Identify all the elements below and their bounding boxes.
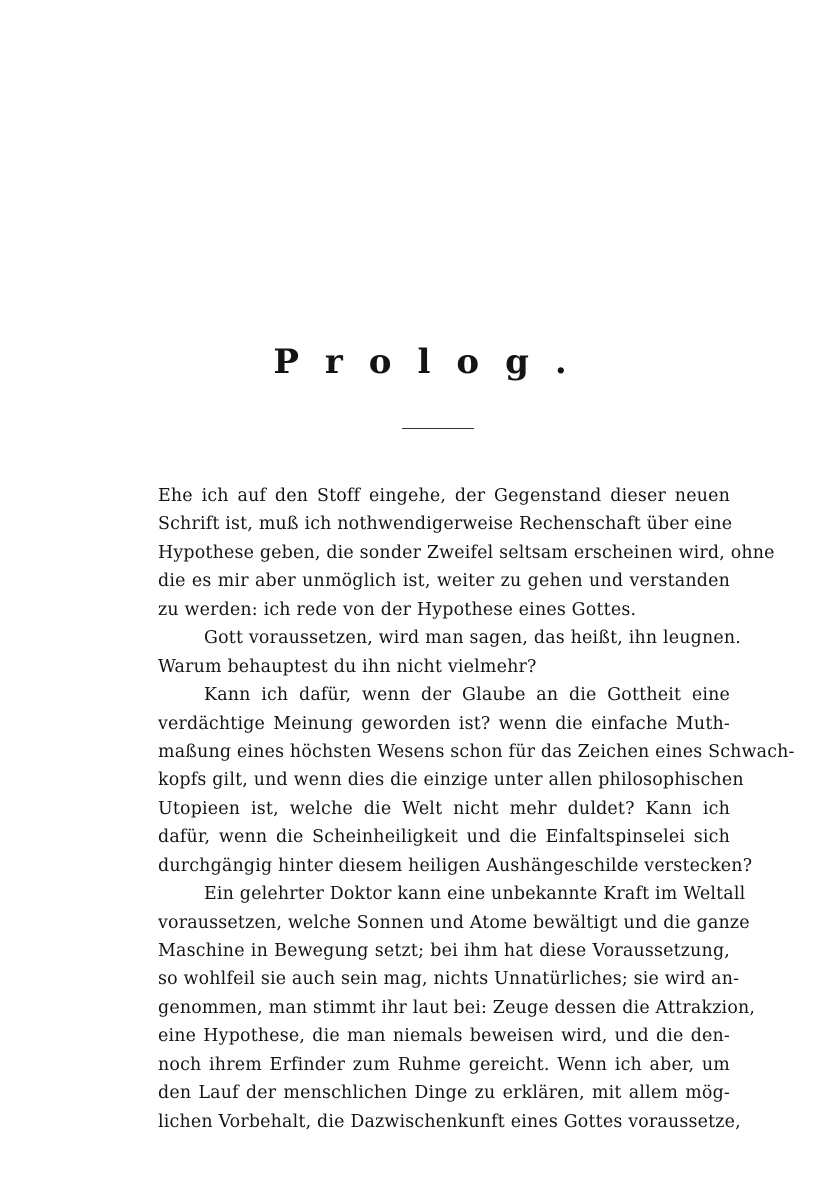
paragraph: [158, 624, 742, 681]
text-line: Hypothese geben, die sonder Zweifel seltsam erscheinen wird, ohne: [158, 542, 775, 563]
text-line: die es mir aber unmöglich ist, weiter zu gehen und verstanden: [158, 571, 730, 592]
text-line: Warum behauptest du ihn nicht vielmehr?: [158, 656, 537, 677]
text-line: so wohlfeil sie auch sein mag, nichts Unnatürliches; sie wird an-: [158, 969, 740, 990]
text-line: lichen Vorbehalt, die Dazwischenkunft eines Gottes voraussetze,: [158, 1111, 741, 1132]
text-line: Gott voraussetzen, wird man sagen, das heißt, ihn leugnen.: [204, 628, 742, 649]
text-line: eine Hypothese, die man niemals beweisen wird, und die den-: [158, 1026, 730, 1047]
paragraph: [158, 482, 775, 624]
text-line: Maschine in Bewegung setzt; bei ihm hat diese Voraussetzung,: [158, 941, 730, 961]
body-text: [158, 482, 795, 1136]
text-line: zu werden: ich rede von der Hypothese eines Gottes.: [158, 599, 637, 620]
text-line: genommen, man stimmt ihr laut bei: Zeuge dessen die Attrakzion,: [158, 997, 756, 1018]
text-line: Ehe ich auf den Stoff eingehe, der Gegenstand dieser neuen: [158, 486, 730, 506]
text-line: den Lauf der menschlichen Dinge zu erklären, mit allem mög-: [158, 1083, 730, 1104]
text-line: durchgängig hinter diesem heiligen Aushängeschilde verstecken?: [158, 855, 753, 876]
paragraph: [158, 880, 756, 1136]
text-line: dafür, wenn die Scheinheiligkeit und die Einfaltspinselei sich: [158, 827, 730, 848]
text-line: Schrift ist, muß ich nothwendigerweise Rechenschaft über eine: [158, 514, 733, 535]
text-line: noch ihrem Erfinder zum Ruhme gereicht. Wenn ich aber, um: [158, 1054, 730, 1075]
text-line: Utopieen ist, welche die Welt nicht mehr duldet? Kann ich: [158, 798, 730, 819]
text-line: maßung eines höchsten Wesens schon für das Zeichen eines Schwach-: [158, 741, 795, 762]
text-line: kopfs gilt, und wenn dies die einzige unter allen philosophischen: [158, 770, 744, 791]
paragraph: [158, 681, 795, 880]
text-line: Kann ich dafür, wenn der Glaube an die Gottheit eine: [204, 685, 730, 706]
text-line: voraussetzen, welche Sonnen und Atome bewältigt und die ganze: [158, 912, 750, 933]
text-line: Ein gelehrter Doktor kann eine unbekannte Kraft im Weltall: [204, 884, 746, 905]
heading-rule: [402, 428, 474, 429]
text-line: verdächtige Meinung geworden ist? wenn die einfache Muth-: [158, 713, 730, 734]
chapter-heading: Prolog.: [273, 342, 593, 382]
